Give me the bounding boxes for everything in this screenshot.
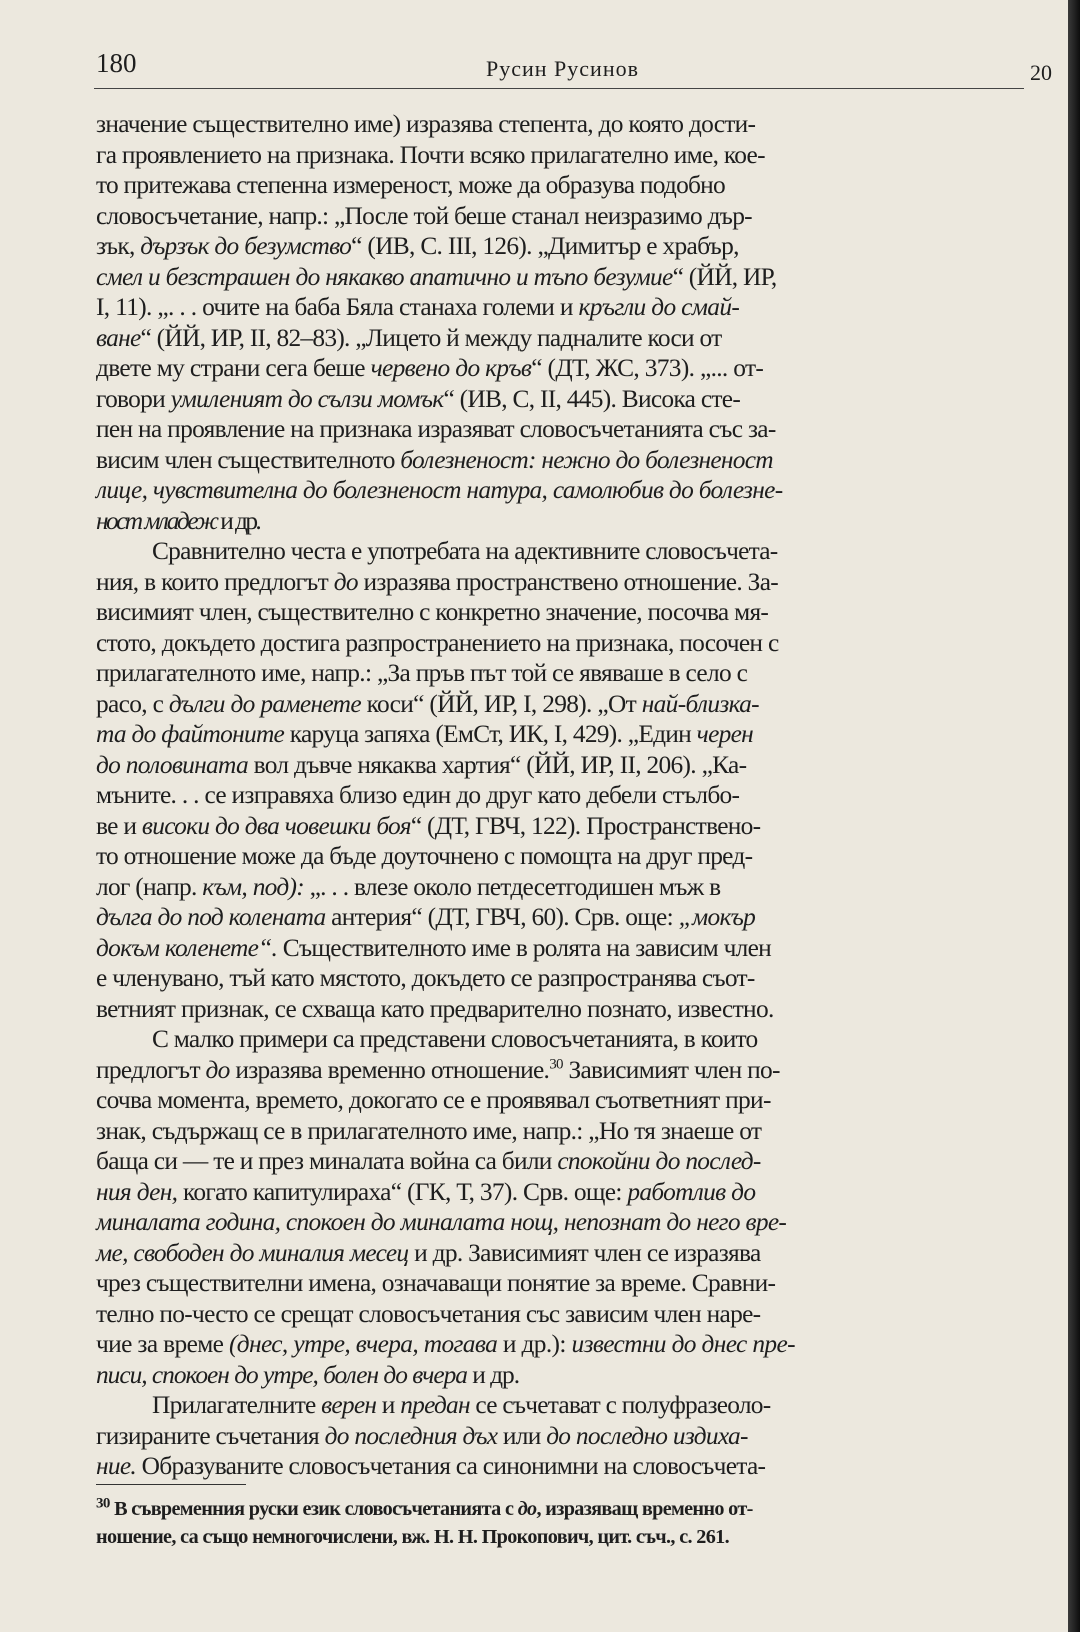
italic-example: верен (321, 1391, 377, 1419)
text-run: то притежава степенна измереност, може да образува подобно (96, 171, 725, 199)
text-run: Прилагателните (152, 1391, 322, 1419)
text-run: висимият член, съществително с конкретно значение, посочва мя- (96, 598, 769, 626)
text-run: Образуваните словосъчетания са синонимни на словосъчета- (136, 1452, 766, 1480)
page-number: 180 (96, 48, 137, 78)
footnote-ref: 30 (96, 1495, 110, 1512)
text-line (96, 963, 1056, 994)
text-run: “ (ДТ, ГВЧ, 122). Пространствено- (410, 811, 761, 840)
text-line (96, 445, 1056, 476)
text-run: баща си — те и през миналата война са били (96, 1147, 558, 1175)
text-run: Зависимият член по- (562, 1055, 780, 1084)
italic-example: писи, спокоен до утре, болен до вчера (96, 1360, 467, 1389)
text-run: ветният признак, се схваща като предварително познато, известно. (96, 994, 774, 1023)
italic-example: най-близка- (641, 689, 759, 718)
text-line (96, 384, 1056, 415)
text-run: “ (ДТ, ЖС, 373). „... от- (531, 354, 764, 382)
text-run: и др. (216, 506, 260, 535)
book-binding-edge (1068, 0, 1080, 1632)
text-line (96, 1085, 1056, 1116)
italic-example: до половината (96, 750, 248, 779)
text-run: стото, докъдето достига разпространението на признака, посочен с (96, 628, 779, 657)
footnote-line (96, 1523, 1056, 1551)
text-run: говори (96, 384, 171, 413)
text-line (96, 475, 1056, 506)
text-line (96, 872, 1056, 903)
text-line (96, 719, 1056, 750)
text-run: В съвременния руски език словосъчетанията с (109, 1498, 518, 1520)
text-line (96, 994, 1056, 1025)
text-line (96, 658, 1056, 689)
italic-example: предан (400, 1391, 470, 1419)
text-run: изразява временно отношение. (229, 1055, 550, 1084)
text-run: знак, съдържащ се в прилагателното име, напр.: „Но тя знаеше от (96, 1116, 762, 1145)
text-run: ношение, са също немногочислени, вж. Н. Н. Прокопович, цит. съч., с. 261. (96, 1526, 729, 1548)
text-line (96, 1451, 1056, 1482)
italic-example: известни до днес пре- (571, 1330, 795, 1358)
text-run: сочва момента, времето, докогато се е проявявал съответният при- (96, 1086, 771, 1114)
text-line (96, 933, 1056, 964)
text-line (96, 262, 1056, 293)
text-run: и (376, 1391, 401, 1419)
text-run: „. . . влезе около петдесетгодишен мъж в (309, 872, 721, 901)
text-run: се съчетават с полуфразеоло- (469, 1391, 771, 1419)
text-line (96, 1421, 1056, 1452)
text-run: лог (напр. (96, 872, 203, 901)
italic-example: ния ден, (96, 1177, 178, 1206)
italic-example: ние. (96, 1452, 137, 1480)
footnote-ref: 30 (549, 1056, 563, 1073)
text-line (96, 1268, 1056, 1299)
running-header (96, 44, 1056, 90)
text-line (96, 597, 1056, 628)
text-run: расо, с (96, 689, 169, 718)
text-run: мъните. . . се изправяха близо един до друг като дебели стълбо- (96, 781, 740, 809)
text-run: “ (ИВ, С, II, 445). Висока сте- (443, 384, 741, 413)
text-line (96, 750, 1056, 781)
italic-example: дълга до под колената (96, 903, 326, 931)
italic-example: „мокър (678, 903, 756, 931)
text-run: ве и (96, 811, 142, 840)
text-run: ния, в които предлогът (96, 567, 334, 596)
text-run: С малко примери са представени словосъчетанията, в които (152, 1025, 758, 1053)
italic-example: високи до два човешки боя (141, 811, 411, 840)
text-line (96, 1024, 1056, 1055)
footnote-separator (96, 1484, 246, 1485)
text-line (96, 506, 1056, 537)
body-text (96, 109, 1056, 1482)
text-run: коси“ (ЙЙ, ИР, I, 298). „От (360, 689, 642, 718)
italic-example: червено до кръв (370, 354, 532, 382)
text-run: телно по-често се срещат словосъчетания със зависим член наре- (96, 1299, 761, 1328)
text-run: или (497, 1421, 547, 1450)
italic-example: лице, чувствителна до болезненост натура, самолюбив до болезне- (96, 476, 783, 504)
italic-example: до (517, 1498, 537, 1520)
text-line (96, 140, 1056, 171)
text-run: пен на проявление на признака изразяват словосъчетанията със за- (96, 415, 776, 443)
italic-example: ност младеж (96, 506, 217, 535)
italic-example: спокойни до послед- (557, 1147, 761, 1175)
text-run: и др.): (497, 1330, 572, 1358)
text-run: гизираните съчетания (96, 1421, 325, 1450)
text-run: чие за време (96, 1330, 229, 1358)
edge-page-number: 20 (1030, 60, 1052, 85)
text-run: двете му страни сега беше (96, 354, 371, 382)
text-line (96, 1116, 1056, 1147)
text-line (96, 1390, 1056, 1421)
italic-example: дълги до раменете (168, 689, 361, 718)
text-line (96, 689, 1056, 720)
text-line (96, 1238, 1056, 1269)
text-run: висим член съществителното (96, 445, 401, 474)
text-line (96, 292, 1056, 323)
header-rule (94, 88, 1024, 89)
text-run: прилагателното име, напр.: „За пръв път той се явяваше в село с (96, 659, 748, 687)
text-line (96, 902, 1056, 933)
text-line (96, 628, 1056, 659)
text-line (96, 811, 1056, 842)
italic-example: до последно издиха- (546, 1421, 748, 1450)
italic-example: ме, свободен до миналия месец (96, 1238, 409, 1267)
text-run: вол дъвче някаква хартия“ (ЙЙ, ИР, II, 206). „Ка- (248, 750, 747, 779)
text-line (96, 1177, 1056, 1208)
italic-example: черен (696, 720, 754, 748)
text-line (96, 1055, 1056, 1086)
text-run: когато капитулираха“ (ГК, Т, 37). Срв. още: (177, 1177, 628, 1206)
text-line (96, 170, 1056, 201)
text-run: “ (ИВ, С. III, 126). „Димитър е храбър, (351, 232, 739, 260)
text-run: значение съществително име) изразява степента, до която дости- (96, 110, 756, 138)
italic-example: болезненост: нежно до болезненост (400, 445, 773, 474)
text-run: антерия“ (ДТ, ГВЧ, 60). Срв. още: (325, 903, 679, 931)
text-run: чрез съществителни имена, означаващи понятие за време. Сравни- (96, 1269, 776, 1297)
running-title: Русин Русинов (486, 56, 639, 81)
italic-example: умиленият до сълзи момък (170, 384, 444, 413)
text-line (96, 1146, 1056, 1177)
text-line (96, 231, 1056, 262)
text-run: , изразяващ временно от- (536, 1498, 753, 1520)
text-run: каруца запяха (ЕмСт, ИК, I, 429). „Един (284, 720, 697, 748)
footnote (96, 1495, 1056, 1551)
text-line (96, 1207, 1056, 1238)
text-run: то отношение може да бъде доуточнено с помощта на друг пред- (96, 842, 753, 870)
italic-example: до (205, 1055, 230, 1084)
text-run: изразява пространствено отношение. За- (357, 567, 779, 596)
text-line (96, 1360, 1056, 1391)
text-run: предлогът (96, 1055, 206, 1084)
italic-example: докъм коленете“. (96, 933, 278, 962)
text-line (96, 841, 1056, 872)
italic-example: до (333, 567, 358, 596)
text-run: и др. Зависимият член се изразява (408, 1238, 761, 1267)
text-run: зък, (96, 232, 141, 260)
italic-example: та до файтоните (96, 720, 285, 748)
text-run: и др. (466, 1360, 520, 1389)
italic-example: до последния дъх (324, 1421, 498, 1450)
text-line (96, 414, 1056, 445)
text-line (96, 201, 1056, 232)
text-line (96, 1299, 1056, 1330)
text-run: “ (ЙЙ, ИР, II, 82–83). „Лицето й между падналите коси от (140, 323, 722, 352)
text-run: “ (ЙЙ, ИР, (672, 262, 777, 291)
text-line (96, 780, 1056, 811)
text-line (96, 1329, 1056, 1360)
text-run: Съществителното име в ролята на зависим член (277, 933, 771, 962)
italic-example: кръгли до смай- (578, 293, 740, 321)
text-run: словосъчетание, напр.: „После той беше станал неизразимо дър- (96, 201, 752, 230)
italic-example: дързък до безумство (140, 232, 352, 260)
italic-example: (днес, утре, вчера, тогава (228, 1330, 498, 1358)
text-run: I, 11). „. . . очите на баба Бяла станаха големи и (96, 293, 579, 321)
italic-example: към, под): (202, 872, 310, 901)
italic-example: миналата година, спокоен до миналата нощ, непознат до него вре- (96, 1208, 787, 1236)
text-line (96, 109, 1056, 140)
italic-example: смел и безстрашен до някакво апатично и тъпо безумие (96, 262, 673, 291)
text-line (96, 536, 1056, 567)
italic-example: ване (96, 323, 141, 352)
text-run: е членувано, тъй като мястото, докъдето се разпространява съот- (96, 964, 755, 992)
text-line (96, 323, 1056, 354)
text-line (96, 567, 1056, 598)
text-run: Сравнително честа е употребата на адективните словосъчета- (152, 537, 778, 565)
text-run: га проявлението на признака. Почти всяко прилагателно име, кое- (96, 140, 765, 169)
footnote-line (96, 1495, 1056, 1523)
italic-example: работлив до (627, 1177, 756, 1206)
text-line (96, 353, 1056, 384)
